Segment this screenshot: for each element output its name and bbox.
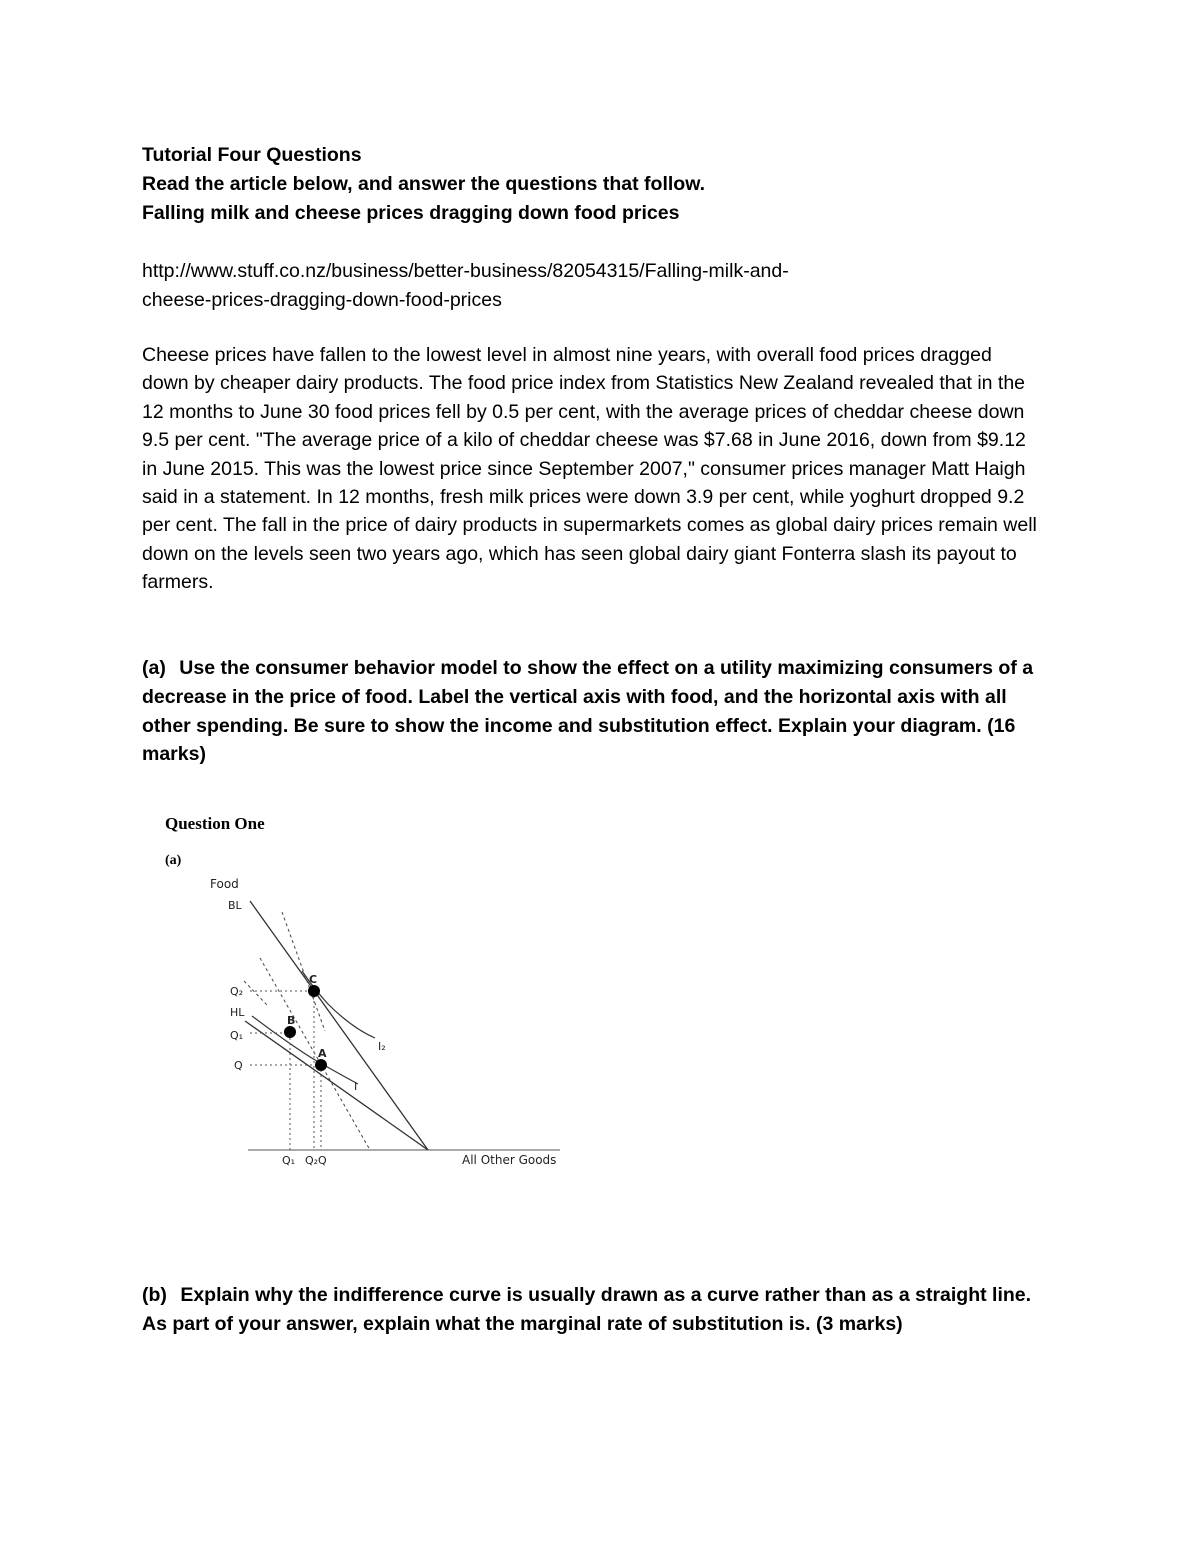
q1-y-label: Q₁	[230, 1029, 244, 1042]
point-b	[284, 1026, 296, 1038]
article-body: Cheese prices have fallen to the lowest level in almost nine years, with overall food prices dragged down by cheaper dairy products. The food price index from Statistics New Zealand revealed that in the 12 months to June 30 food prices fell by 0.5 per cent, with the average prices of cheddar cheese down 9.5 per cent. "The average price of a kilo of cheddar cheese was $7.68 in June 2016, down from $9.12 in June 2015. This was the lowest price since September 2007," consumer prices manager Matt Haigh said in a statement. In 12 months, fresh milk prices were down 3.9 per cent, while yoghurt dropped 9.2 per cent. The fall in the price of dairy products in supermarkets comes as global dairy prices remain well down on the levels seen two years ago, which has seen global dairy giant Fonterra slash its payout to farmers.	[142, 344, 1037, 594]
curve-i2-label: I₂	[378, 1040, 386, 1053]
curve-i-label: I	[354, 1080, 358, 1093]
url-line-2: cheese-prices-dragging-down-food-prices	[142, 289, 502, 311]
hl-extension	[244, 981, 268, 1006]
q1-x-label: Q₁	[282, 1154, 296, 1167]
url-line-1: http://www.stuff.co.nz/business/better-business/82054315/Falling-milk-and-	[142, 260, 789, 282]
budget-line-new	[250, 901, 428, 1150]
q2-x-label: Q₂	[305, 1154, 319, 1167]
indifference-curve-figure	[160, 806, 580, 1196]
hl-label: HL	[230, 1006, 245, 1019]
article-headline: Falling milk and cheese prices dragging down food prices	[142, 202, 680, 224]
y-axis-label: Food	[210, 877, 239, 891]
question-b-label: (b)	[142, 1284, 167, 1306]
point-b-label: B	[287, 1014, 296, 1027]
article-url	[142, 257, 1062, 315]
document-header	[142, 141, 1062, 228]
question-a	[142, 654, 1042, 769]
q-x-label: Q	[318, 1154, 327, 1167]
question-a-label: (a)	[142, 657, 166, 679]
point-a-label: A	[318, 1047, 327, 1060]
point-c	[308, 985, 320, 997]
figure-part-label: (a)	[165, 853, 182, 868]
q-y-label: Q	[234, 1059, 243, 1072]
question-a-text: Use the consumer behavior model to show the effect on a utility maximizing consumers of a decrease in the price of food. Label the vertical axis with food, and the horizontal axis with all other spending. Be sure to show the income and substitution effect. Explain your diagram. (16 marks)	[142, 657, 1034, 766]
x-axis-label: All Other Goods	[462, 1153, 557, 1167]
instruction-line: Read the article below, and answer the questions that follow.	[142, 173, 706, 195]
budget-line-original	[245, 1021, 428, 1150]
tutorial-title: Tutorial Four Questions	[142, 144, 362, 166]
point-c-label: C	[309, 973, 318, 986]
q2-y-label: Q₂	[230, 985, 244, 998]
figure-svg	[160, 806, 580, 1196]
question-b-text: Explain why the indifference curve is usually drawn as a curve rather than as a straight line. As part of your answer, explain what the marginal rate of substitution is. (3 marks)	[142, 1284, 1032, 1335]
question-b	[142, 1281, 1057, 1339]
indifference-curve-i	[252, 1016, 358, 1084]
bl-label: BL	[228, 899, 242, 912]
point-a	[315, 1059, 327, 1071]
figure-title: Question One	[165, 814, 265, 833]
